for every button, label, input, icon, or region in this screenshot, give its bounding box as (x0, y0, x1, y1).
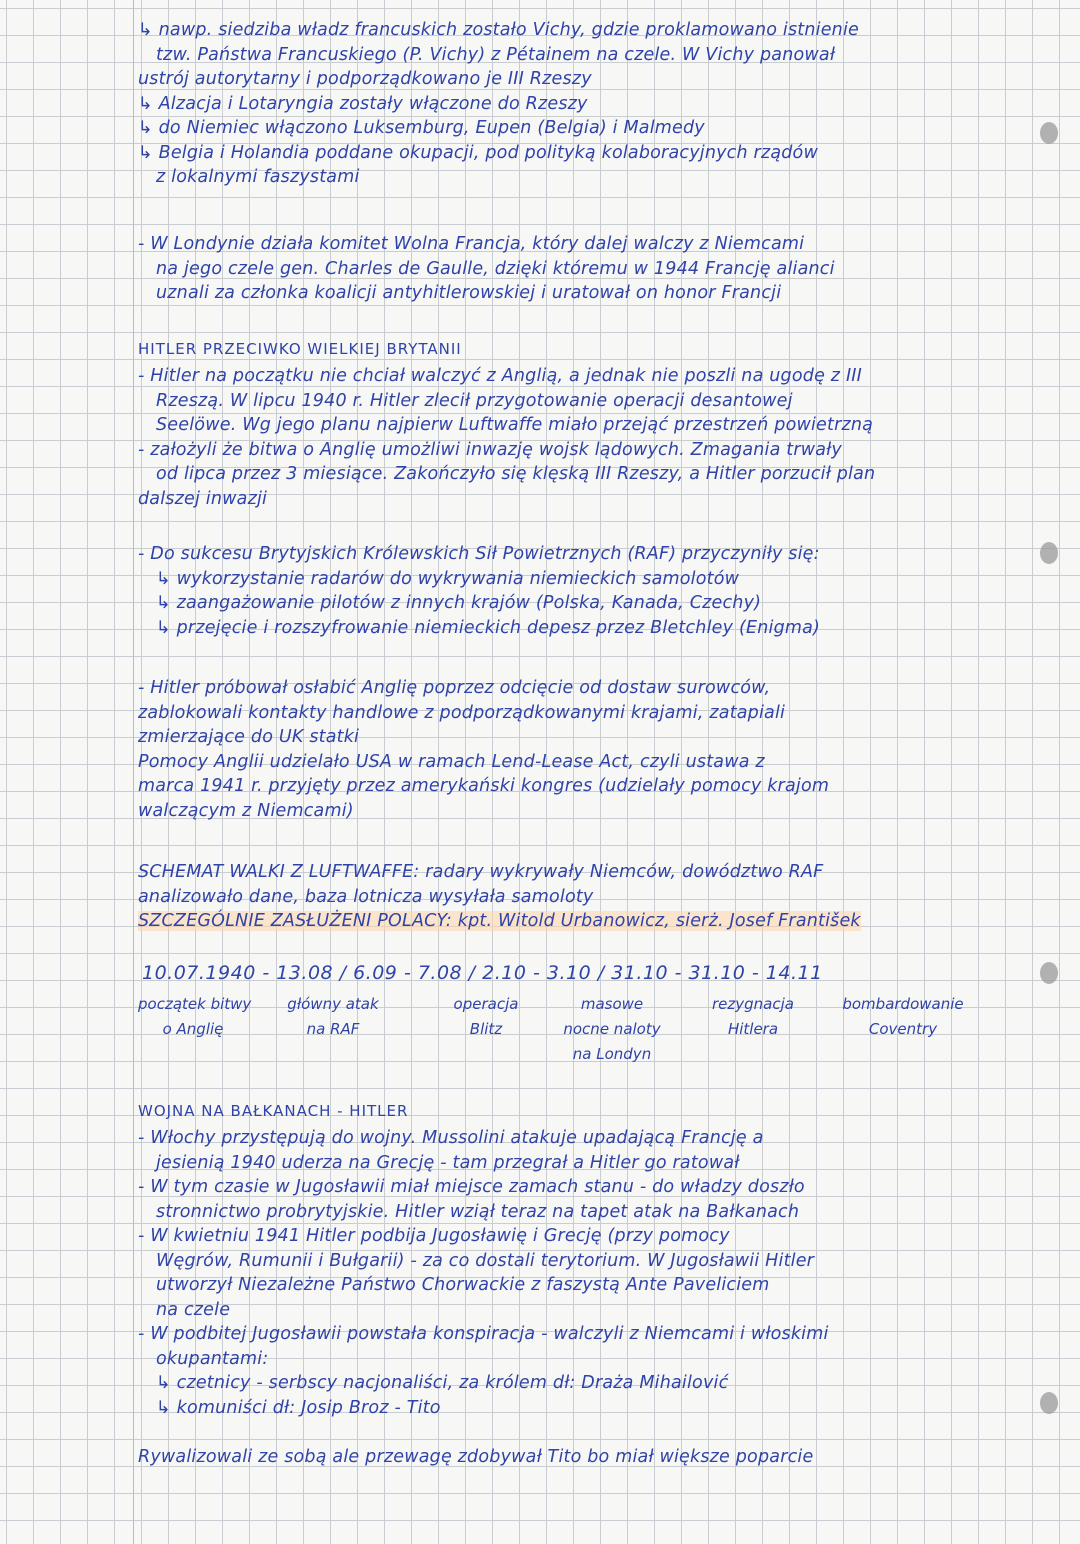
battle-timeline (138, 962, 988, 1082)
timeline-event (828, 992, 978, 1042)
note-line: ↳ przejęcie i rozszyfrowanie niemieckich depesz przez Bletchley (Enigma) (156, 617, 821, 638)
vichy-france-notes (138, 18, 988, 190)
binder-hole (1040, 962, 1058, 984)
battle-of-britain-notes (138, 364, 988, 511)
note-line: ↳ do Niemiec włączono Luksemburg, Eupen (Belgia) i Malmedy (138, 118, 705, 138)
note-line: walczącym z Niemcami) (138, 800, 354, 821)
note-line: - Do sukcesu Brytyjskich Królewskich Sił Powietrznych (RAF) przyczyniły się: (138, 544, 820, 564)
note-line: Rzeszą. W lipcu 1940 r. Hitler zlecił przygotowanie operacji desantowej (156, 390, 793, 411)
timeline-dates: 10.07.1940 - 13.08 / 6.09 - 7.08 / 2.10 - 3.10 / 31.10 - 31.10 - 14.11 (142, 962, 823, 984)
notebook-margin-line (133, 0, 134, 1544)
section-heading-britain (138, 337, 988, 361)
note-line: - Hitler próbował osłabić Anglię poprzez odcięcie od dostaw surowców, (138, 678, 771, 698)
balkans-war-notes (138, 1126, 988, 1469)
timeline-event-text: na RAF (306, 1020, 360, 1038)
timeline-event (278, 992, 388, 1042)
luftwaffe-scheme-notes (138, 860, 988, 934)
timeline-event (698, 992, 808, 1042)
note-line: marca 1941 r. przyjęty przez amerykański kongres (udzielały pomocy krajom (138, 776, 830, 796)
note-line: ↳ wykorzystanie radarów do wykrywania niemieckich samolotów (156, 568, 740, 589)
note-line: SCHEMAT WALKI Z LUFTWAFFE: radary wykrywały Niemców, dowództwo RAF (138, 862, 824, 882)
note-line: ↳ nawp. siedziba władz francuskich zostało Vichy, gdzie proklamowano istnienie (138, 20, 859, 40)
note-line: - Hitler na początku nie chciał walczyć z Anglią, a jednak nie poszli na ugodę z III (138, 366, 863, 386)
note-line: - W podbitej Jugosławii powstała konspiracja - walczyli z Niemcami i włoskimi (138, 1324, 829, 1344)
timeline-event-text: Coventry (868, 1020, 938, 1038)
note-line: z lokalnymi faszystami (156, 167, 360, 187)
note-line: Rywalizowali ze sobą ale przewagę zdobywał Tito bo miał większe poparcie (138, 1446, 814, 1467)
note-line: utworzył Niezależne Państwo Chorwackie z faszystą Ante Paveliciem (156, 1275, 770, 1295)
note-line: ↳ Belgia i Holandia poddane okupacji, pod polityką kolaboracyjnych rządów (138, 142, 818, 163)
note-line: ↳ czetnicy - serbscy nacjonaliści, za królem dł: Draża Mihailović (156, 1373, 729, 1393)
note-line: - W tym czasie w Jugosławii miał miejsce zamach stanu - do władzy doszło (138, 1177, 805, 1197)
timeline-event-text: główny atak (287, 995, 379, 1013)
timeline-event (552, 992, 672, 1067)
blockade-lend-lease-notes (138, 676, 988, 823)
timeline-event-text: nocne naloty (563, 1020, 661, 1038)
note-line: - W kwietniu 1941 Hitler podbija Jugosławię i Grecję (przy pomocy (138, 1226, 730, 1246)
section-heading-balkans (138, 1099, 988, 1123)
note-line: Węgrów, Rumunii i Bułgarii) - za co dostali terytorium. W Jugosławii Hitler (156, 1250, 815, 1271)
note-line: dalszej inwazji (138, 488, 268, 509)
note-line: stronnictwo probrytyjskie. Hitler wziął teraz na tapet atak na Bałkanach (156, 1201, 800, 1222)
timeline-event (436, 992, 536, 1042)
note-line (138, 1420, 988, 1445)
note-line: - Włochy przystępują do wojny. Mussolini atakuje upadającą Francję a (138, 1128, 764, 1148)
timeline-event-text: Hitlera (727, 1020, 779, 1038)
note-line: ustrój autorytarny i podporządkowano je III Rzeszy (138, 69, 592, 89)
binder-hole (1040, 542, 1058, 564)
note-line: na jego czele gen. Charles de Gaulle, dzięki któremu w 1944 Francję alianci (156, 258, 835, 279)
note-line: ↳ zaangażowanie pilotów z innych krajów (Polska, Kanada, Czechy) (156, 593, 762, 613)
note-line: jesienią 1940 uderza na Grecję - tam przegrał a Hitler go ratował (156, 1152, 740, 1173)
timeline-event-text: Blitz (469, 1020, 503, 1038)
timeline-event-text: rezygnacja (712, 995, 794, 1013)
timeline-event-text: o Anglię (162, 1020, 224, 1038)
note-line: tzw. Państwa Francuskiego (P. Vichy) z Pétainem na czele. W Vichy panował (156, 44, 836, 65)
note-line: zmierzające do UK statki (138, 727, 360, 747)
timeline-event (138, 992, 252, 1042)
timeline-event-text: bombardowanie (842, 995, 964, 1013)
highlighted-note-line: SZCZEGÓLNIE ZASŁUŻENI POLACY: kpt. Witold Urbanowicz, sierż. Josef František (138, 911, 861, 931)
note-line: - założyli że bitwa o Anglię umożliwi inwazję wojsk lądowych. Zmagania trwały (138, 439, 842, 460)
note-line: analizowało dane, baza lotnicza wysyłała samoloty (138, 886, 594, 907)
binder-hole (1040, 1392, 1058, 1414)
timeline-event-text: na Londyn (572, 1045, 652, 1063)
note-line: Pomocy Anglii udzielało USA w ramach Lend-Lease Act, czyli ustawa z (138, 751, 765, 772)
raf-success-notes (138, 542, 988, 640)
note-line: od lipca przez 3 miesiące. Zakończyło się klęską III Rzeszy, a Hitler porzucił plan (156, 464, 876, 484)
note-line: ↳ komuniści dł: Josip Broz - Tito (156, 1397, 441, 1418)
note-line: okupantami: (156, 1348, 269, 1369)
note-line: - W Londynie działa komitet Wolna Francja, który dalej walczy z Niemcami (138, 234, 805, 254)
note-line: na czele (156, 1299, 231, 1320)
note-line: ↳ Alzacja i Lotaryngia zostały włączone do Rzeszy (138, 93, 588, 114)
timeline-event-text: masowe (580, 995, 644, 1013)
section-title: HITLER PRZECIWKO WIELKIEJ BRYTANII (138, 340, 462, 358)
binder-hole (1040, 122, 1058, 144)
free-france-notes (138, 232, 988, 306)
timeline-event-text: operacja (453, 995, 519, 1013)
note-line: Seelöwe. Wg jego planu najpierw Luftwaffe miało przejąć przestrzeń powietrzną (156, 415, 874, 435)
timeline-event-text: początek bitwy (138, 995, 252, 1013)
section-title: WOJNA NA BAŁKANACH - HITLER (138, 1102, 409, 1120)
note-line: uznali za członka koalicji antyhitlerowskiej i uratował on honor Francji (156, 283, 782, 303)
note-line: zablokowali kontakty handlowe z podporządkowanymi krajami, zatapiali (138, 702, 786, 723)
